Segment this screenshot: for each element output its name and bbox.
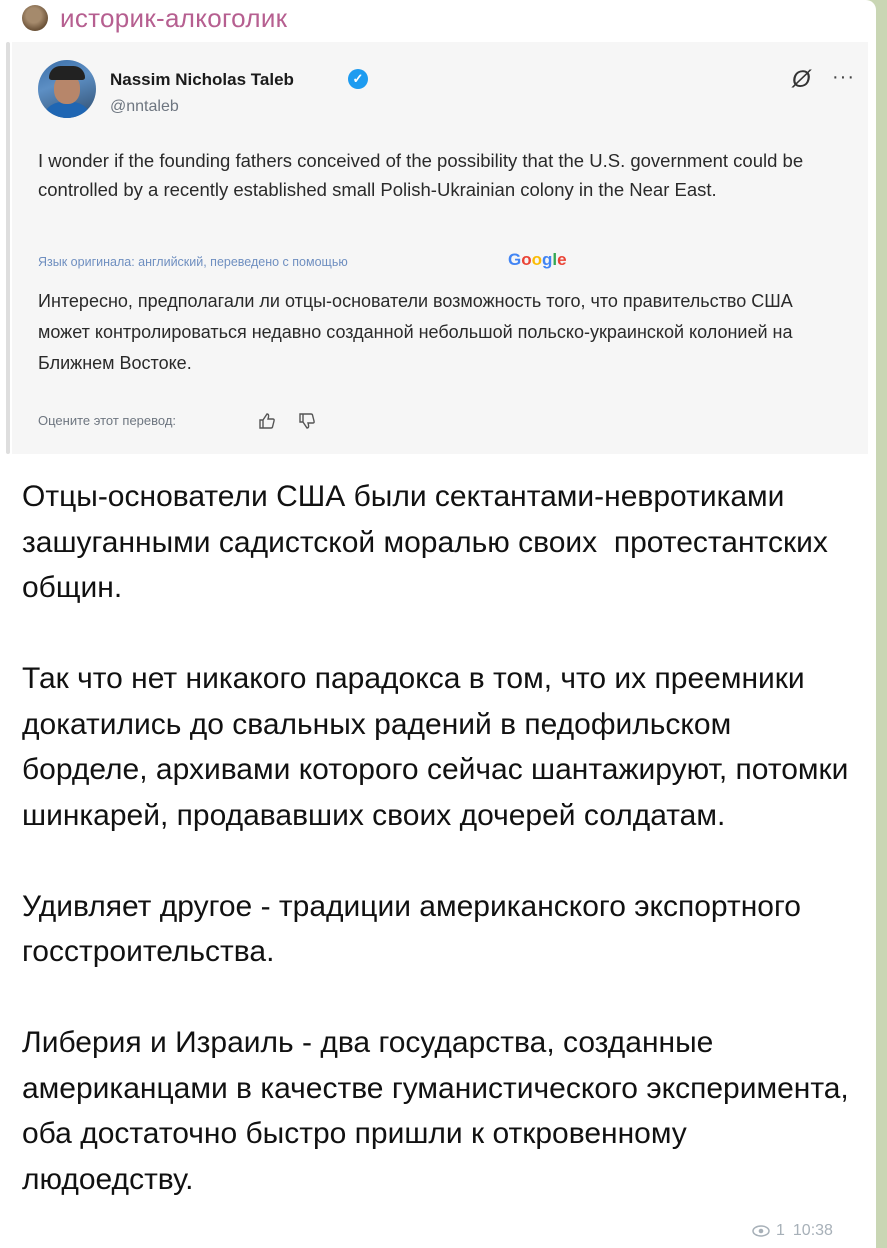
thumbs-up-icon <box>258 412 276 430</box>
views-count: 1 <box>776 1222 785 1239</box>
tweet-author-handle: @nntaleb <box>110 98 179 115</box>
message-time: 10:38 <box>792 1222 833 1239</box>
channel-name[interactable]: историк-алкоголик <box>60 2 288 33</box>
rate-translation-label: Оцените этот перевод: <box>38 413 177 428</box>
tweet-text: I wonder if the founding fathers conceived of the possibility that the U.S. government could be controlled by a recently established small Polish-Ukrainian colony in the Near East. <box>38 150 804 200</box>
channel-header[interactable] <box>22 2 287 34</box>
translation-meta: Язык оригинала: английский, переведено с помощью <box>38 255 348 269</box>
tweet-author-avatar <box>38 60 96 118</box>
message-meta <box>752 1222 833 1240</box>
tweet-translation: Интересно, предполагали ли отцы-основатели возможность того, что правительство США может контролироваться недавно созданной небольшой польско-украинской колонией на Ближнем Востоке. <box>38 291 793 373</box>
eye-icon <box>752 1225 770 1237</box>
grok-icon: Ø <box>792 66 811 93</box>
thumbs-down-icon <box>298 412 316 430</box>
quote-bar <box>6 42 10 454</box>
google-logo: Google <box>508 250 567 269</box>
more-icon: ··· <box>832 66 855 88</box>
tweet-author-name: Nassim Nicholas Taleb <box>110 70 294 89</box>
channel-avatar[interactable] <box>22 5 48 31</box>
verified-icon: ✓ <box>348 69 368 89</box>
message-text: Отцы-основатели США были сектантами-невротиками зашуганными садистской моралью своих протестантских общин. Так что нет никакого парадокса в том, что их преемники докатились до свальных радений в педофильском борделе, архивами которого сейчас шантажируют, потомки шинкарей, продававших своих дочерей солдатам. Удивляет другое - традиции американского экспортного госстроительства. Либерия и Израиль - два государства, созданные американцами в качестве гуманистического эксперимента, оба достаточно быстро пришли к откровенному людоедству. <box>22 480 849 1196</box>
